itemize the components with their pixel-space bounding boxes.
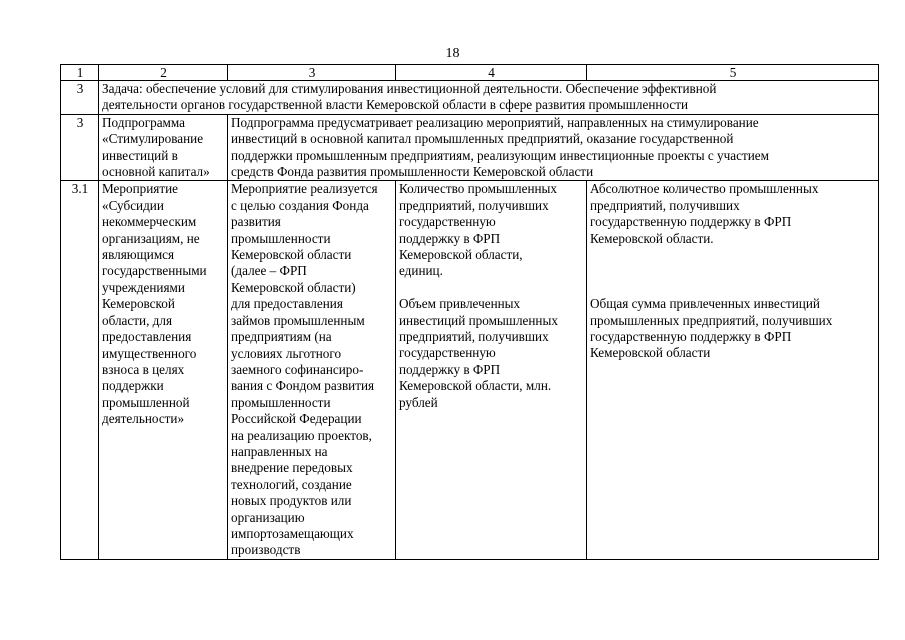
- measure-description-line: (далее – ФРП: [231, 263, 307, 279]
- measure-description-line: Кемеровской области: [231, 247, 352, 263]
- measure-description: [228, 181, 396, 559]
- subprogram-name-line: основной капитал»: [102, 164, 210, 180]
- measure-name-line: государственными: [102, 263, 207, 279]
- measure-number: 3.1: [61, 181, 99, 559]
- measure-description-line: Российской Федерации: [231, 411, 362, 427]
- measure-name-line: взноса в целях: [102, 361, 185, 377]
- paragraph-gap: [590, 247, 876, 263]
- indicator-name-line: инвестиций промышленных: [399, 312, 558, 328]
- measure-description-line: Кемеровской области): [231, 279, 356, 295]
- subprogram-name: [99, 114, 228, 181]
- indicator-method-line: промышленных предприятий, получивших: [590, 312, 833, 328]
- subprogram-description: [228, 114, 879, 181]
- measure-description-line: направленных на: [231, 443, 328, 459]
- indicator-name-line: предприятий, получивших: [399, 197, 549, 213]
- measure-description-line: заемного софинансиро-: [231, 361, 364, 377]
- indicator-method-line: Кемеровской области.: [590, 230, 714, 246]
- measure-name-line: имущественного: [102, 345, 197, 361]
- paragraph-gap: [590, 263, 876, 279]
- task-line: деятельности органов государственной власти Кемеровской области в сфере развития промышленности: [102, 97, 689, 113]
- measure-description-line: займов промышленным: [231, 312, 365, 328]
- task-number: 3: [61, 81, 99, 115]
- subprogram-name-line: «Стимулирование: [102, 131, 204, 147]
- subprogram-name-line: инвестиций в: [102, 147, 178, 163]
- subprogram-row: [61, 114, 879, 181]
- measure-name-line: поддержки: [102, 378, 164, 394]
- header-cell-1: 1: [61, 65, 99, 81]
- indicator-method-line: государственную поддержку в ФРП: [590, 329, 792, 345]
- indicator-name-line: единиц.: [399, 263, 443, 279]
- measure-description-line: с целью создания Фонда: [231, 197, 369, 213]
- measure-description-line: технологий, создание: [231, 476, 352, 492]
- paragraph-gap: [590, 280, 876, 296]
- indicator-name-line: предприятий, получивших: [399, 329, 549, 345]
- indicator-name-line: Объем привлеченных: [399, 296, 521, 312]
- measure-name-line: предоставления: [102, 329, 192, 345]
- table-header-row: [61, 65, 879, 81]
- indicator-names: [396, 181, 587, 559]
- header-cell-3: 3: [228, 65, 396, 81]
- paragraph-gap: [399, 280, 584, 296]
- indicator-name-line: поддержку в ФРП: [399, 361, 501, 377]
- measure-name-line: учреждениями: [102, 279, 185, 295]
- measure-description-line: промышленности: [231, 230, 331, 246]
- measure-name-line: Кемеровской: [102, 296, 175, 312]
- measure-description-line: предприятиям (на: [231, 329, 332, 345]
- measure-name-line: промышленной: [102, 394, 190, 410]
- subprogram-number: 3: [61, 114, 99, 181]
- subprogram-description-line: средств Фонда развития промышленности Кемеровской области: [231, 164, 594, 180]
- header-cell-2: 2: [99, 65, 228, 81]
- measure-name-line: Мероприятие: [102, 181, 179, 197]
- header-cell-4: 4: [396, 65, 587, 81]
- subprogram-description-line: поддержки промышленным предприятиям, реализующим инвестиционные проекты с участием: [231, 147, 769, 163]
- indicator-methods: [587, 181, 879, 559]
- subprogram-description-line: инвестиций в основной капитал промышленных предприятий, оказание государственной: [231, 131, 734, 147]
- measure-description-line: для предоставления: [231, 296, 343, 312]
- header-cell-5: 5: [587, 65, 879, 81]
- measure-description-line: организацию: [231, 509, 305, 525]
- task-row: [61, 81, 879, 115]
- indicator-method-line: предприятий, получивших: [590, 197, 740, 213]
- measure-name: [99, 181, 228, 559]
- measure-description-line: промышленности: [231, 394, 331, 410]
- measure-description-line: внедрение передовых: [231, 460, 353, 476]
- measure-name-line: некоммерческим: [102, 214, 197, 230]
- task-line: Задача: обеспечение условий для стимулирования инвестиционной деятельности. Обеспечение эффективной: [102, 81, 717, 96]
- indicator-method-line: Абсолютное количество промышленных: [590, 181, 819, 197]
- measure-name-line: являющимся: [102, 247, 175, 263]
- measure-description-line: условиях льготного: [231, 345, 342, 361]
- subprogram-description-line: Подпрограмма предусматривает реализацию мероприятий, направленных на стимулирование: [231, 114, 759, 130]
- measure-description-line: развития: [231, 214, 281, 230]
- measure-description-line: на реализацию проектов,: [231, 427, 372, 443]
- measure-name-line: организациям, не: [102, 230, 200, 246]
- indicator-name-line: государственную: [399, 345, 496, 361]
- indicator-name-line: Количество промышленных: [399, 181, 558, 197]
- measure-name-line: области, для: [102, 312, 173, 328]
- indicator-name-line: Кемеровской области,: [399, 247, 523, 263]
- indicator-name-line: государственную: [399, 214, 496, 230]
- program-table: [60, 64, 879, 560]
- measure-description-line: импортозамещающих: [231, 525, 354, 541]
- indicator-name-line: поддержку в ФРП: [399, 230, 501, 246]
- page-number: 18: [445, 46, 460, 61]
- measure-description-line: новых продуктов или: [231, 493, 352, 509]
- measure-description-line: вания с Фондом развития: [231, 378, 375, 394]
- measure-description-line: Мероприятие реализуется: [231, 181, 378, 197]
- indicator-method-line: государственную поддержку в ФРП: [590, 214, 792, 230]
- indicator-name-line: Кемеровской области, млн.: [399, 378, 552, 394]
- measure-row: [61, 181, 879, 559]
- task-text: [99, 81, 879, 115]
- indicator-method-line: Кемеровской области: [590, 345, 711, 361]
- measure-name-line: «Субсидии: [102, 197, 164, 213]
- indicator-method-line: Общая сумма привлеченных инвестиций: [590, 296, 820, 312]
- indicator-name-line: рублей: [399, 394, 438, 410]
- measure-name-line: деятельности»: [102, 411, 185, 427]
- subprogram-name-line: Подпрограмма: [102, 114, 186, 130]
- measure-description-line: производств: [231, 542, 301, 558]
